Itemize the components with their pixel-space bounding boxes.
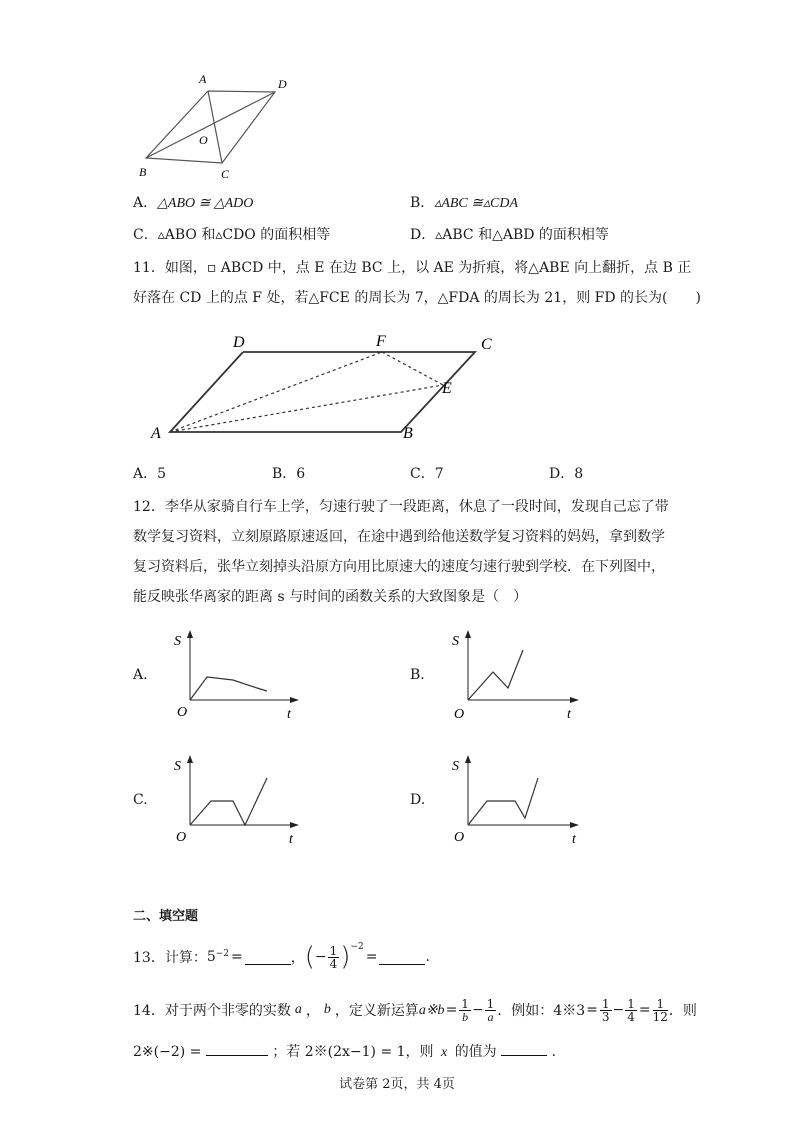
q11-stem-line1: 11．如图，▫ ABCD 中，点 E 在边 BC 上，以 AE 为折痕，将△ABE 向上翻折，点 B 正 [133,260,692,276]
graph-curve [468,778,538,825]
q11-option-d[interactable]: D．8 [549,466,584,482]
label-D: D [278,77,287,91]
parallelogram-outline [170,352,475,432]
fold-line-fe [382,352,443,385]
q13-blank-1[interactable] [245,950,291,965]
q10-option-a[interactable]: A．△ABO ≅ △ADO [133,195,254,211]
x-arrow-icon [290,697,299,703]
x-arrow-icon [570,697,579,703]
q14-blank-1[interactable] [206,1041,268,1056]
fold-line-af [170,352,382,432]
graph-curve [468,650,523,700]
q12-option-b-label[interactable]: B. [410,667,425,683]
x-label: t [572,832,576,847]
label-B: B [139,165,147,179]
origin-label: O [176,830,187,845]
origin-label: O [454,830,465,845]
q12-stem-line2: 数学复习资料，立刻原路原速返回，在途中遇到给他送数学复习资料的妈妈，拿到数学 [133,529,665,545]
origin-label: O [177,705,188,720]
page-footer: 试卷第 2页，共 4页 [339,1077,455,1092]
y-label: S [452,634,459,649]
x-label: t [567,707,571,722]
label-D: D [233,334,245,351]
q12-stem-line1: 12．李华从家骑自行车上学，匀速行驶了一段距离，休息了一段时间，发现自己忘了带 [133,499,669,515]
label-O: O [199,133,208,147]
q12-stem-line4: 能反映张华离家的距离 s 与时间的函数关系的大致图象是（ ） [133,589,528,605]
origin-label: O [454,707,465,722]
diagonal-ac [208,91,222,163]
label-E: E [442,380,452,397]
q12-stem-line3: 复习资料后，张华立刻掉头沿原方向用比原速大的速度匀速行驶到学校．在下列图中， [133,559,665,575]
label-F: F [376,333,386,350]
y-arrow-icon [465,630,471,638]
q12-option-a-label[interactable]: A. [133,667,148,683]
q10-option-c[interactable]: C．▵ABO 和▵CDO 的面积相等 [133,227,331,243]
q12-option-d-label[interactable]: D. [410,792,426,808]
q13-fraction: $\frac{1}{4}$ [329,943,338,971]
q12-option-c-label[interactable]: C. [133,792,148,808]
graph-curve [190,677,267,700]
y-arrow-icon [187,630,193,638]
graph-curve [190,778,267,825]
q12-graph-b[interactable] [443,630,583,725]
y-label: S [174,634,181,649]
q13-blank-2[interactable] [379,950,425,965]
label-A: A [199,72,207,86]
q13: 13．计算： 5 $^{-2}$ = ， ( − $\frac{1}{4}$ ) $^{-2}$ = . [133,942,430,972]
q12-graph-d[interactable] [443,755,583,850]
q14-blank-2[interactable] [501,1041,547,1056]
q10-option-b[interactable]: B．▵ABC ≅▵CDA [410,195,519,211]
label-C: C [481,336,492,353]
q14-line2: 2※(−2) = ；若 2※(2x−1) = 1，则 x 的值为 . [133,1041,556,1061]
q10-rhombus-figure [135,68,295,180]
q10-option-d[interactable]: D．▵ABC 和△ABD 的面积相等 [410,227,609,243]
q11-parallelogram-figure [145,330,515,450]
x-arrow-icon [570,822,579,828]
y-label: S [174,759,181,774]
label-A: A [151,425,161,442]
x-arrow-icon [290,822,299,828]
q11-option-b[interactable]: B．6 [272,466,306,482]
y-label: S [452,759,459,774]
x-label: t [287,707,291,722]
q11-option-a[interactable]: A．5 [133,466,167,482]
q12-graph-a[interactable] [165,630,305,725]
x-label: t [289,832,293,847]
section-fill-blank-heading: 二、填空题 [133,909,199,924]
label-C: C [221,167,230,180]
label-B: B [403,425,413,442]
q11-stem-line2: 好落在 CD 上的点 F 处，若△FCE 的周长为 7，△FDA 的周长为 21，则 FD 的长为( ) [133,290,701,306]
q14-line1: 14．对于两个非零的实数 a ， b ，定义新运算 a※b = $\frac{1}{b}$ − $\frac{1}{a}$ ．例如：4※3 = $\frac{1}{3}$ − $\frac{1}{4}$ = $\frac{1}{12}$ ．则 [133,996,697,1024]
q11-option-c[interactable]: C．7 [410,466,444,482]
q12-graph-c[interactable] [165,755,305,850]
y-arrow-icon [465,755,471,763]
y-arrow-icon [187,755,193,763]
